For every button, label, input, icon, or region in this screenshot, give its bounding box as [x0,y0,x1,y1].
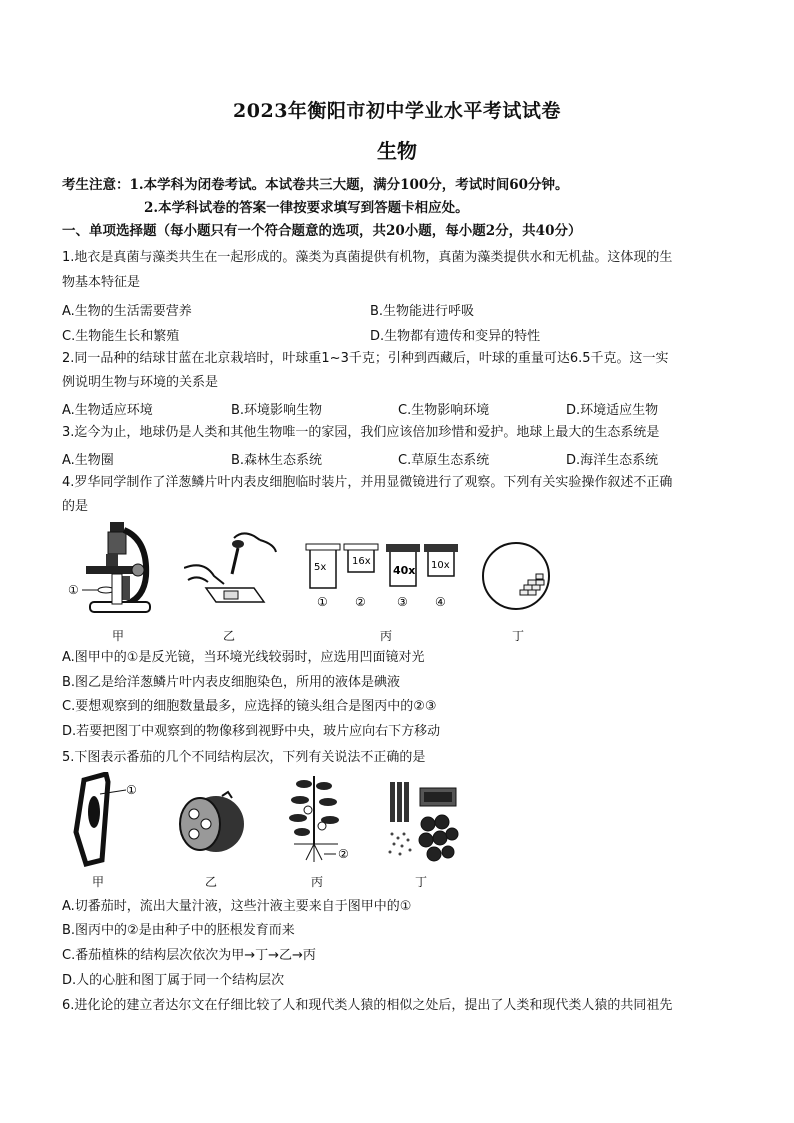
q4-fig-label-jia: 甲 [112,629,125,643]
q5-fig-label-bing: 丙 [311,875,324,889]
q2-stem-line-1: 2.同一品种的结球甘蓝在北京栽培时，叶球重1~3千克；引种到西藏后，叶球的重量可达6.5千克。这一实 [62,351,669,366]
tissue-figure [384,778,464,864]
q5-stem-line-1: 5.下图表示番茄的几个不同结构层次，下列有关说法不正确的是 [62,750,426,765]
lens-num-3: ③ [397,595,408,609]
q5-fig-label-yi: 乙 [205,875,218,889]
q5-fig-label-ding: 丁 [415,875,428,889]
q4-option-a: A.图甲中的①是反光镜，当环境光线较弱时，应选用凹面镜对光 [62,650,425,665]
lens-num-4: ④ [435,595,446,609]
q4-option-b: B.图乙是给洋葱鳞片叶内表皮细胞染色，所用的液体是碘液 [62,675,401,690]
lens-num-2: ② [355,595,366,609]
q4-fig-label-bing: 丙 [380,629,393,643]
q6-stem-line-1: 6.进化论的建立者达尔文在仔细比较了人和现代类人猿的相似之处后，提出了人类和现代类人猿的共同祖先 [62,998,673,1013]
q4-fig-label-yi: 乙 [223,629,236,643]
q4-stem-line-2: 的是 [62,499,89,514]
field-of-view-figure [480,540,552,612]
microscope-figure [66,518,162,620]
q3-option-d: D.海洋生态系统 [566,453,659,468]
q2-option-c: C.生物影响环境 [398,403,490,418]
q5-option-b: B.图丙中的②是由种子中的胚根发育而来 [62,923,295,938]
q5-fig-label-jia: 甲 [92,875,105,889]
subject-title: 生物 [377,139,417,163]
lens-label-2: 16x [352,556,371,567]
tomato-plant-figure [280,770,364,868]
q3-option-c: C.草原生态系统 [398,453,490,468]
q3-stem-line-1: 3.迄今为止，地球仍是人类和其他生物唯一的家园，我们应该倍加珍惜和爱护。地球上最大的生态系统是 [62,425,660,440]
q5-num-2: ② [338,847,349,861]
q1-option-c: C.生物能生长和繁殖 [62,329,180,344]
q1-option-d: D.生物都有遗传和变异的特性 [370,329,541,344]
q5-option-d: D.人的心脏和图丁属于同一个结构层次 [62,973,285,988]
q2-option-b: B.环境影响生物 [231,403,323,418]
q1-option-b: B.生物能进行呼吸 [370,304,475,319]
staining-figure [184,530,280,610]
q4-stem-line-1: 4.罗华同学制作了洋葱鳞片叶内表皮细胞临时装片，并用显微镜进行了观察。下列有关实验操作叙述不正确 [62,475,673,490]
notice-line-2: 2.本学科试卷的答案一律按要求填写到答题卡相应处。 [144,200,469,216]
section-heading: 一、单项选择题（每小题只有一个符合题意的选项，共20小题，每小题2分，共40分） [62,223,582,239]
q4-option-c: C.要想观察到的细胞数量最多，应选择的镜头组合是图丙中的②③ [62,699,437,714]
lens-label-1: 5x [314,562,327,573]
lens-num-1: ① [317,595,328,609]
q1-stem-line-1: 1.地衣是真菌与藻类共生在一起形成的。藻类为真菌提供有机物，真菌为藻类提供水和无机盐。这体现的生 [62,250,673,265]
lens-label-4: 10x [431,560,450,571]
q5-num-1: ① [126,783,137,797]
mirror-number: ① [68,583,79,597]
q5-option-a: A.切番茄时，流出大量汁液，这些汁液主要来自于图甲中的① [62,899,412,914]
q4-fig-label-ding: 丁 [512,629,525,643]
q5-option-c: C.番茄植株的结构层次依次为甲→丁→乙→丙 [62,948,316,963]
q1-option-a: A.生物的生活需要营养 [62,304,192,319]
lens-label-3: 40x [393,564,416,577]
q2-stem-line-2: 例说明生物与环境的关系是 [62,375,219,390]
q2-option-d: D.环境适应生物 [566,403,659,418]
q4-option-d: D.若要把图丁中观察到的物像移到视野中央，玻片应向右下方移动 [62,724,441,739]
exam-title: 2023年衡阳市初中学业水平考试试卷 [233,100,561,122]
lens-figure [300,540,460,612]
q1-stem-line-2: 物基本特征是 [62,275,141,290]
q3-option-a: A.生物圈 [62,453,114,468]
q3-option-b: B.森林生态系统 [231,453,323,468]
q2-option-a: A.生物适应环境 [62,403,153,418]
plant-cell-figure [66,772,150,868]
notice-line-1: 考生注意：1.本学科为闭卷考试。本试卷共三大题，满分100分，考试时间60分钟。 [62,177,569,193]
tomato-figure [172,790,248,856]
